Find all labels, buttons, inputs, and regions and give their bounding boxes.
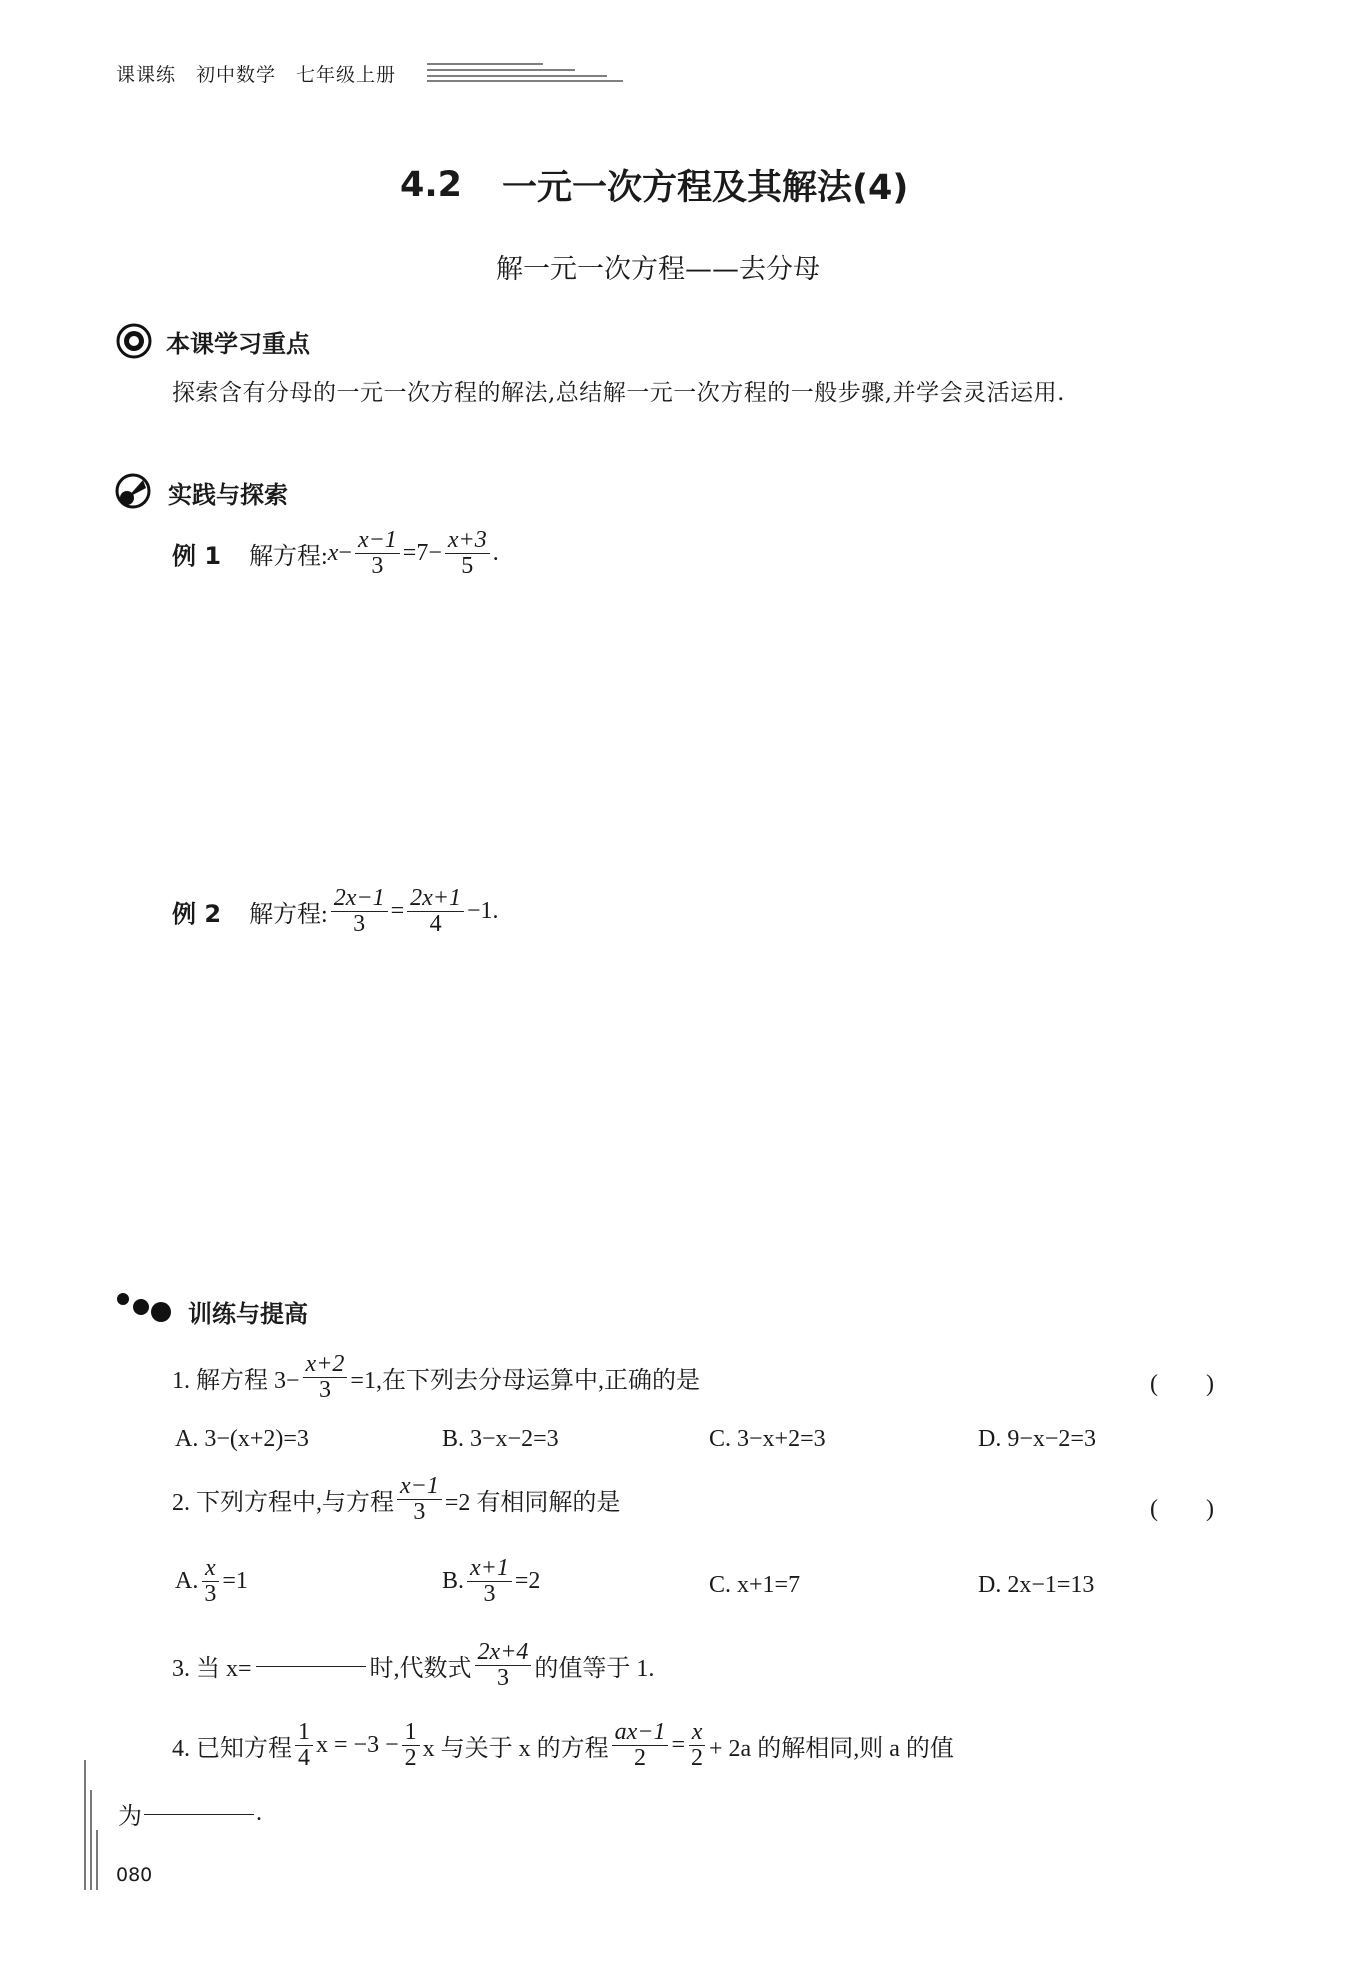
fraction-numerator: 2x−1: [331, 886, 388, 912]
example-1-prompt: 解方程:: [249, 544, 328, 571]
fraction-denominator: 5: [461, 553, 474, 580]
fraction-denominator: 4: [298, 1745, 310, 1772]
lesson-subtitle: 解一元一次方程——去分母: [496, 254, 820, 285]
example-1-fraction-1: [355, 528, 400, 579]
question-2-option-b[interactable]: [442, 1556, 540, 1607]
training-heading: 训练与提高: [188, 1300, 308, 1328]
question-4-part-e: + 2a 的解相同,则 a 的值: [709, 1736, 954, 1763]
question-1-option-b[interactable]: B. 3−x−2=3: [442, 1426, 559, 1452]
question-1-stem-a: 1. 解方程 3−: [172, 1368, 300, 1395]
option-tail: =2: [514, 1568, 541, 1595]
option-b-fraction: [467, 1556, 512, 1607]
example-1-op: −: [338, 540, 352, 567]
question-1-option-a[interactable]: A. 3−(x+2)=3: [175, 1426, 309, 1452]
question-4-line2-a: 为: [118, 1804, 142, 1830]
fraction-denominator: 2: [691, 1745, 704, 1772]
question-4-part-c: x 与关于 x 的方程: [422, 1736, 609, 1763]
example-2: [172, 886, 499, 937]
question-4-line-2: [118, 1796, 262, 1831]
question-3-stem-a: 3. 当 x=: [172, 1656, 252, 1683]
fraction-numerator: x+3: [445, 528, 490, 554]
question-4-part-d: =: [671, 1732, 686, 1759]
question-2: [172, 1474, 620, 1525]
fraction-numerator: x: [689, 1720, 706, 1746]
fraction-numerator: 1: [402, 1720, 420, 1746]
question-4: [172, 1720, 954, 1771]
question-1-fraction: [303, 1352, 348, 1403]
fraction-numerator: 2x+1: [407, 886, 464, 912]
example-1-fraction-2: [445, 528, 490, 579]
example-2-equals: =: [390, 898, 405, 925]
question-4-part-b: x = −3 −: [316, 1732, 399, 1759]
question-2-fraction: [397, 1474, 442, 1525]
three-dots-icon: [114, 1290, 176, 1324]
question-3-fraction: [475, 1640, 532, 1691]
example-2-fraction-2: [407, 886, 464, 937]
footer-decorative-lines: [82, 1760, 102, 1890]
question-1-answer-paren[interactable]: ( ): [1150, 1371, 1214, 1397]
fraction-denominator: 3: [353, 911, 366, 938]
question-1-option-c[interactable]: C. 3−x+2=3: [709, 1426, 826, 1452]
fraction-denominator: 3: [413, 1499, 426, 1526]
question-1-stem-b: =1,在下列去分母运算中,正确的是: [350, 1368, 700, 1395]
question-3-stem-c: 的值等于 1.: [534, 1656, 655, 1683]
question-2-stem-b: =2 有相同解的是: [444, 1490, 621, 1517]
question-2-option-c[interactable]: C. x+1=7: [709, 1572, 801, 1598]
question-1-option-d[interactable]: D. 9−x−2=3: [978, 1426, 1096, 1452]
fraction-denominator: 2: [404, 1745, 417, 1772]
example-1-label: 例 1: [172, 542, 222, 571]
question-4-fraction-3: [612, 1720, 669, 1771]
question-2-stem-a: 2. 下列方程中,与方程: [172, 1490, 394, 1517]
header-decorative-lines: [425, 60, 625, 84]
option-label: A.: [175, 1568, 199, 1595]
page-number: 080: [116, 1864, 153, 1886]
example-2-prompt: 解方程:: [249, 902, 328, 929]
example-2-end: −1.: [467, 898, 499, 925]
compass-arrow-icon: [113, 470, 153, 510]
question-2-answer-paren[interactable]: ( ): [1150, 1496, 1214, 1522]
fraction-numerator: x+1: [467, 1556, 512, 1582]
option-a-fraction: [201, 1556, 219, 1607]
fraction-denominator: 3: [496, 1665, 509, 1692]
question-4-line2-b: .: [256, 1800, 262, 1826]
example-1-equals: =7−: [402, 540, 442, 567]
question-4-answer-blank[interactable]: [144, 1813, 254, 1815]
fraction-denominator: 3: [371, 553, 384, 580]
question-3-answer-blank[interactable]: [256, 1665, 366, 1667]
focus-heading: 本课学习重点: [166, 330, 310, 358]
fraction-denominator: 3: [483, 1581, 496, 1608]
fraction-denominator: 2: [634, 1745, 647, 1772]
question-2-option-d[interactable]: D. 2x−1=13: [978, 1572, 1095, 1598]
question-4-fraction-1: [295, 1720, 313, 1771]
lesson-title: [400, 160, 908, 210]
example-1-end: .: [492, 540, 499, 567]
target-icon: [115, 322, 153, 360]
fraction-denominator: 3: [318, 1377, 331, 1404]
example-2-fraction-1: [331, 886, 388, 937]
fraction-numerator: ax−1: [612, 1720, 669, 1746]
fraction-numerator: x: [202, 1556, 219, 1582]
fraction-numerator: 1: [295, 1720, 313, 1746]
question-3-stem-b: 时,代数式: [369, 1656, 472, 1683]
lesson-number: 4.2: [400, 165, 463, 205]
running-header: 课课练 初中数学 七年级上册: [116, 64, 397, 86]
fraction-numerator: x+2: [303, 1352, 348, 1378]
option-label: B.: [442, 1568, 465, 1595]
question-3: [172, 1640, 654, 1691]
question-1: [172, 1352, 700, 1403]
focus-text: 探索含有分母的一元一次方程的解法,总结解一元一次方程的一般步骤,并学会灵活运用.: [172, 380, 1065, 406]
example-1: [172, 528, 499, 579]
fraction-denominator: 4: [429, 911, 442, 938]
lesson-title-text: 一元一次方程及其解法(4): [502, 168, 909, 208]
option-tail: =1: [222, 1568, 248, 1595]
fraction-numerator: x−1: [397, 1474, 442, 1500]
fraction-numerator: 2x+4: [475, 1640, 532, 1666]
question-2-option-a[interactable]: [175, 1556, 248, 1607]
practice-heading: 实践与探索: [168, 481, 288, 509]
question-4-fraction-2: [402, 1720, 420, 1771]
question-4-fraction-4: [688, 1720, 706, 1771]
fraction-denominator: 3: [204, 1581, 217, 1608]
fraction-numerator: x−1: [355, 528, 400, 554]
question-4-stem-a: 4. 已知方程: [172, 1736, 292, 1763]
example-1-var: x: [327, 540, 339, 567]
example-2-label: 例 2: [172, 900, 222, 929]
